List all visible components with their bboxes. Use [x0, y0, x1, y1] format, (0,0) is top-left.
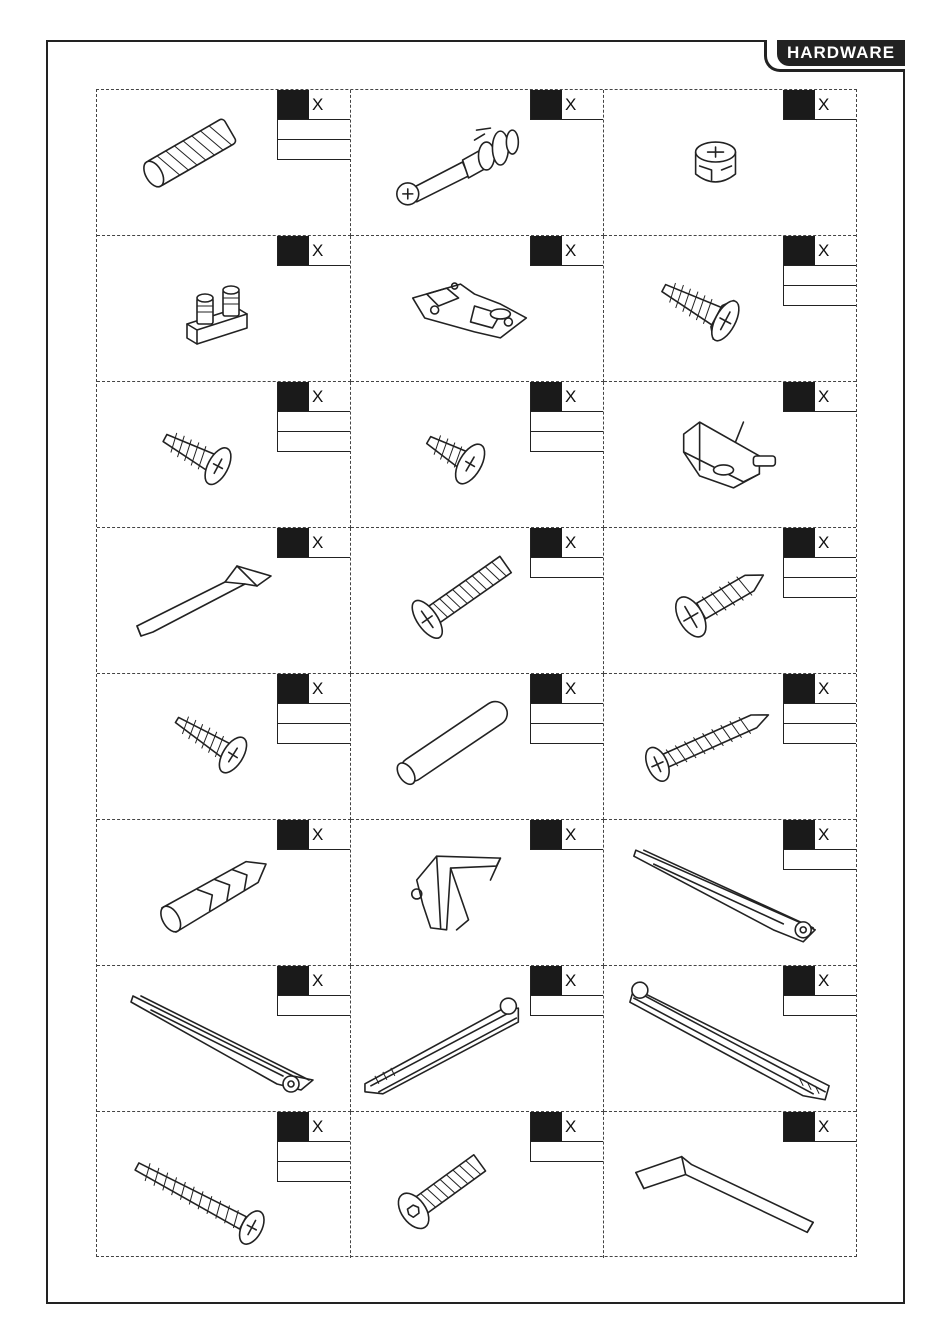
quantity-box	[530, 674, 603, 744]
quantity-fill	[531, 820, 562, 849]
quantity-row	[530, 432, 603, 452]
quantity-mark: X	[818, 824, 830, 844]
quantity-fill	[278, 382, 309, 411]
quantity-row	[277, 724, 350, 744]
quantity-box	[530, 1112, 603, 1162]
hardware-cell	[604, 236, 856, 382]
hardware-cell	[604, 528, 856, 674]
hardware-cell	[97, 674, 351, 820]
quantity-row	[783, 850, 856, 870]
quantity-row	[783, 286, 856, 306]
quantity-row	[783, 724, 856, 744]
quantity-box	[783, 382, 856, 412]
quantity-row	[530, 704, 603, 724]
hardware-cell	[97, 528, 351, 674]
quantity-box	[277, 90, 350, 160]
quantity-row	[783, 266, 856, 286]
quantity-fill	[784, 236, 815, 265]
section-label: HARDWARE	[777, 40, 905, 66]
hardware-cell	[351, 382, 604, 528]
quantity-mark: X	[312, 94, 324, 114]
quantity-mark: X	[818, 386, 830, 406]
quantity-box	[530, 820, 603, 850]
quantity-fill	[278, 90, 309, 119]
quantity-mark: X	[565, 240, 577, 260]
quantity-row	[277, 704, 350, 724]
hardware-cell	[351, 966, 604, 1112]
hardware-grid	[96, 89, 857, 1257]
quantity-fill	[278, 1112, 309, 1141]
quantity-row	[530, 412, 603, 432]
quantity-mark: X	[818, 970, 830, 990]
hardware-cell	[97, 966, 351, 1112]
hardware-cell	[351, 820, 604, 966]
quantity-row	[277, 996, 350, 1016]
quantity-box	[783, 820, 856, 870]
quantity-fill	[531, 90, 562, 119]
quantity-fill	[531, 528, 562, 557]
quantity-box	[783, 236, 856, 306]
quantity-mark: X	[565, 1116, 577, 1136]
quantity-mark: X	[312, 240, 324, 260]
quantity-fill	[278, 966, 309, 995]
quantity-row	[530, 724, 603, 744]
quantity-fill	[784, 528, 815, 557]
quantity-mark: X	[818, 532, 830, 552]
quantity-box	[783, 1112, 856, 1142]
quantity-box	[277, 1112, 350, 1182]
quantity-mark: X	[818, 94, 830, 114]
quantity-box	[783, 90, 856, 120]
quantity-box	[530, 90, 603, 120]
quantity-mark: X	[312, 532, 324, 552]
quantity-mark: X	[565, 824, 577, 844]
quantity-box	[277, 236, 350, 266]
quantity-box	[783, 528, 856, 598]
quantity-box	[783, 966, 856, 1016]
quantity-fill	[784, 1112, 815, 1141]
quantity-box	[530, 382, 603, 452]
section-tab	[764, 40, 905, 72]
hardware-cell	[604, 90, 856, 236]
hardware-cell	[604, 966, 856, 1112]
quantity-mark: X	[312, 970, 324, 990]
quantity-fill	[531, 1112, 562, 1141]
quantity-fill	[278, 820, 309, 849]
quantity-fill	[278, 528, 309, 557]
quantity-mark: X	[312, 386, 324, 406]
quantity-row	[530, 996, 603, 1016]
hardware-cell	[604, 382, 856, 528]
quantity-row	[530, 558, 603, 578]
quantity-fill	[784, 674, 815, 703]
hardware-cell	[351, 528, 604, 674]
hardware-cell	[351, 1112, 604, 1258]
quantity-mark: X	[312, 1116, 324, 1136]
quantity-fill	[278, 236, 309, 265]
quantity-row	[277, 140, 350, 160]
quantity-row	[277, 412, 350, 432]
hardware-cell	[97, 382, 351, 528]
quantity-box	[277, 382, 350, 452]
quantity-box	[530, 236, 603, 266]
quantity-mark: X	[312, 678, 324, 698]
quantity-row	[277, 1162, 350, 1182]
hardware-cell	[604, 820, 856, 966]
quantity-fill	[531, 382, 562, 411]
quantity-mark: X	[565, 94, 577, 114]
hardware-cell	[604, 1112, 856, 1258]
hardware-cell	[351, 90, 604, 236]
quantity-fill	[784, 966, 815, 995]
quantity-fill	[278, 674, 309, 703]
quantity-mark: X	[565, 386, 577, 406]
quantity-mark: X	[565, 678, 577, 698]
quantity-row	[277, 120, 350, 140]
quantity-fill	[531, 236, 562, 265]
quantity-mark: X	[565, 970, 577, 990]
hardware-cell	[351, 674, 604, 820]
quantity-fill	[784, 382, 815, 411]
hardware-cell	[97, 90, 351, 236]
quantity-mark: X	[565, 532, 577, 552]
quantity-row	[277, 432, 350, 452]
hardware-cell	[97, 820, 351, 966]
quantity-box	[277, 966, 350, 1016]
quantity-box	[277, 820, 350, 850]
quantity-row	[277, 1142, 350, 1162]
quantity-box	[530, 528, 603, 578]
quantity-fill	[784, 820, 815, 849]
quantity-box	[783, 674, 856, 744]
quantity-box	[277, 528, 350, 558]
hardware-cell	[97, 236, 351, 382]
quantity-fill	[784, 90, 815, 119]
quantity-row	[783, 558, 856, 578]
quantity-fill	[531, 674, 562, 703]
quantity-mark: X	[818, 240, 830, 260]
quantity-row	[783, 578, 856, 598]
hardware-cell	[351, 236, 604, 382]
quantity-fill	[531, 966, 562, 995]
quantity-box	[277, 674, 350, 744]
hardware-cell	[604, 674, 856, 820]
quantity-mark: X	[818, 678, 830, 698]
quantity-mark: X	[818, 1116, 830, 1136]
quantity-mark: X	[312, 824, 324, 844]
quantity-row	[783, 996, 856, 1016]
quantity-row	[783, 704, 856, 724]
quantity-row	[530, 1142, 603, 1162]
quantity-box	[530, 966, 603, 1016]
hardware-cell	[97, 1112, 351, 1258]
